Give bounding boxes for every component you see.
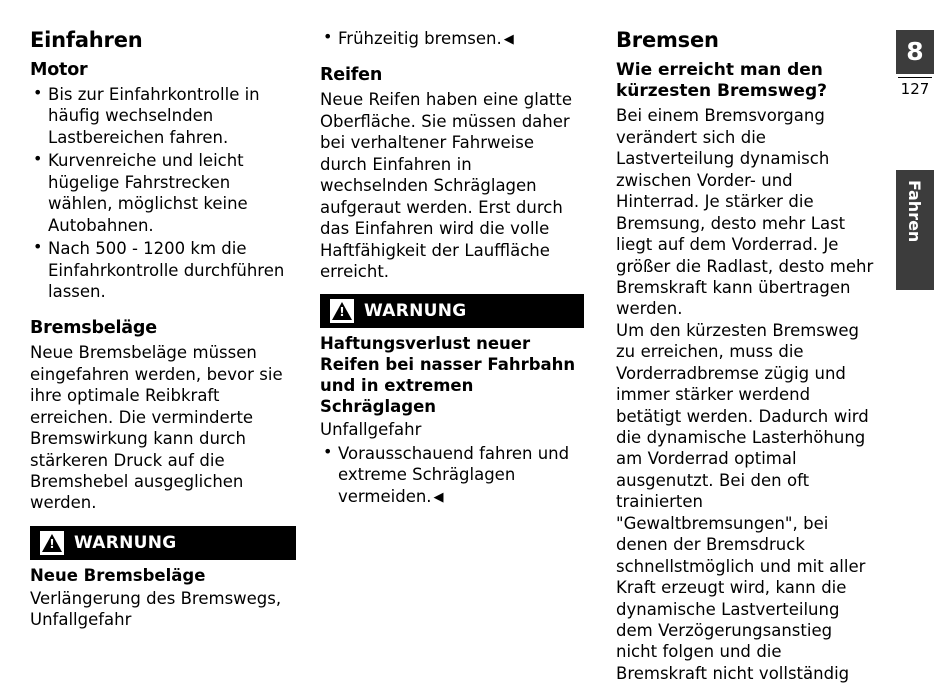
section-tab [896,170,934,290]
bremsbelaege-paragraph: Neue Bremsbeläge müssen eingefahren werden, bevor sie ihre optimale Reibkraft erreichen. Die verminderte Bremswirkung kann durch stärkeren Druck auf die Bremshebel ausgeglichen werden. [30,343,283,513]
section-title-bremsen: Bremsen [616,28,719,52]
bremsen-paragraph-1: Bei einem Bremsvorgang verändert sich die Lastverteilung dynamisch zwischen Vorder- und Hinterrad. Je stärker die Bremsung, desto mehr Last liegt auf dem Vorderrad. Je größer die Radlast, desto mehr Bremskraft kann übertragen werden. [616,106,874,319]
section-tab-label: Fahren [905,180,924,243]
warning-title: Neue Bremsbeläge [30,565,206,585]
subheading-reifen: Reifen [320,65,383,86]
warning-banner-label: WARNUNG [74,532,177,553]
end-of-section-marker: ◀ [433,489,444,505]
end-of-section-marker: ◀ [503,32,514,47]
warning-banner [320,294,584,328]
list-item-label: Frühzeitig bremsen. [338,29,502,48]
warning-subtext: Verlängerung des Bremswegs, Unfallgefahr [30,588,282,630]
list-item: • Kurvenreiche und leicht hügelige Fahrstrecken wählen, möglichst keine Autobahnen. [30,150,296,236]
column-einfahren [30,28,304,633]
list-item: • Nach 500 - 1200 km die Einfahrkontrolle durchführen lassen. [30,238,296,302]
subheading-bremsbelaege: Bremsbeläge [30,318,157,339]
warning-triangle-icon [330,299,354,323]
total-pages: 127 [900,80,930,98]
continued-bullet-list [320,28,584,49]
page-title: Einfahren [30,28,143,52]
warning-subtext: Unfallgefahr [320,420,422,440]
warning-banner [30,526,296,560]
page-number-tab [896,30,934,98]
page-columns [0,28,946,684]
list-item-label: Vorausschauend fahren und extreme Schräglagen vermeiden. [338,443,570,506]
list-item [320,443,584,507]
subheading-question: Wie erreicht man den kürzesten Bremsweg? [616,60,827,101]
column-reifen [320,28,592,509]
reifen-paragraph: Neue Reifen haben eine glatte Oberfläche. Sie müssen daher bei verhaltener Fahrweise durch Einfahren in wechselnden Schräglagen aufgeraut werden. Erst durch das Einfahren wird die volle Haftfähigkeit der Lauffläche erreicht. [320,90,573,281]
column-bremsen [616,28,884,684]
warning-triangle-icon [40,531,64,555]
list-item: • Bis zur Einfahrkontrolle in häufig wechselnden Lastbereichen fahren. [30,84,296,148]
chapter-number: 8 [896,30,934,74]
subheading-motor: Motor [30,60,88,80]
bremsen-paragraph-2: Um den kürzesten Bremsweg zu erreichen, muss die Vorderradbremse zügig und immer stärker werdend betätigt werden. Dadurch wird die dynamische Lasterhöhung am Vorderrad optimal ausgenutzt. Bei den oft trainierten "Gewaltbremsungen", bei denen der Bremsdruck schnellstmöglich und mit aller Kraft erzeugt wird, kann die dynamische Lastverteilung dem Verzögerungsanstieg nicht folgen und die Bremskraft nicht vollständig [616,320,869,683]
list-item [320,28,584,49]
divider [898,77,932,78]
warning-banner-label: WARNUNG [364,301,467,322]
motor-bullet-list [30,84,296,302]
warning-title: Haftungsverlust neuer Reifen bei nasser Fahrbahn und in extremen Schräglagen [320,334,576,417]
warning-bullet-list [320,443,584,507]
